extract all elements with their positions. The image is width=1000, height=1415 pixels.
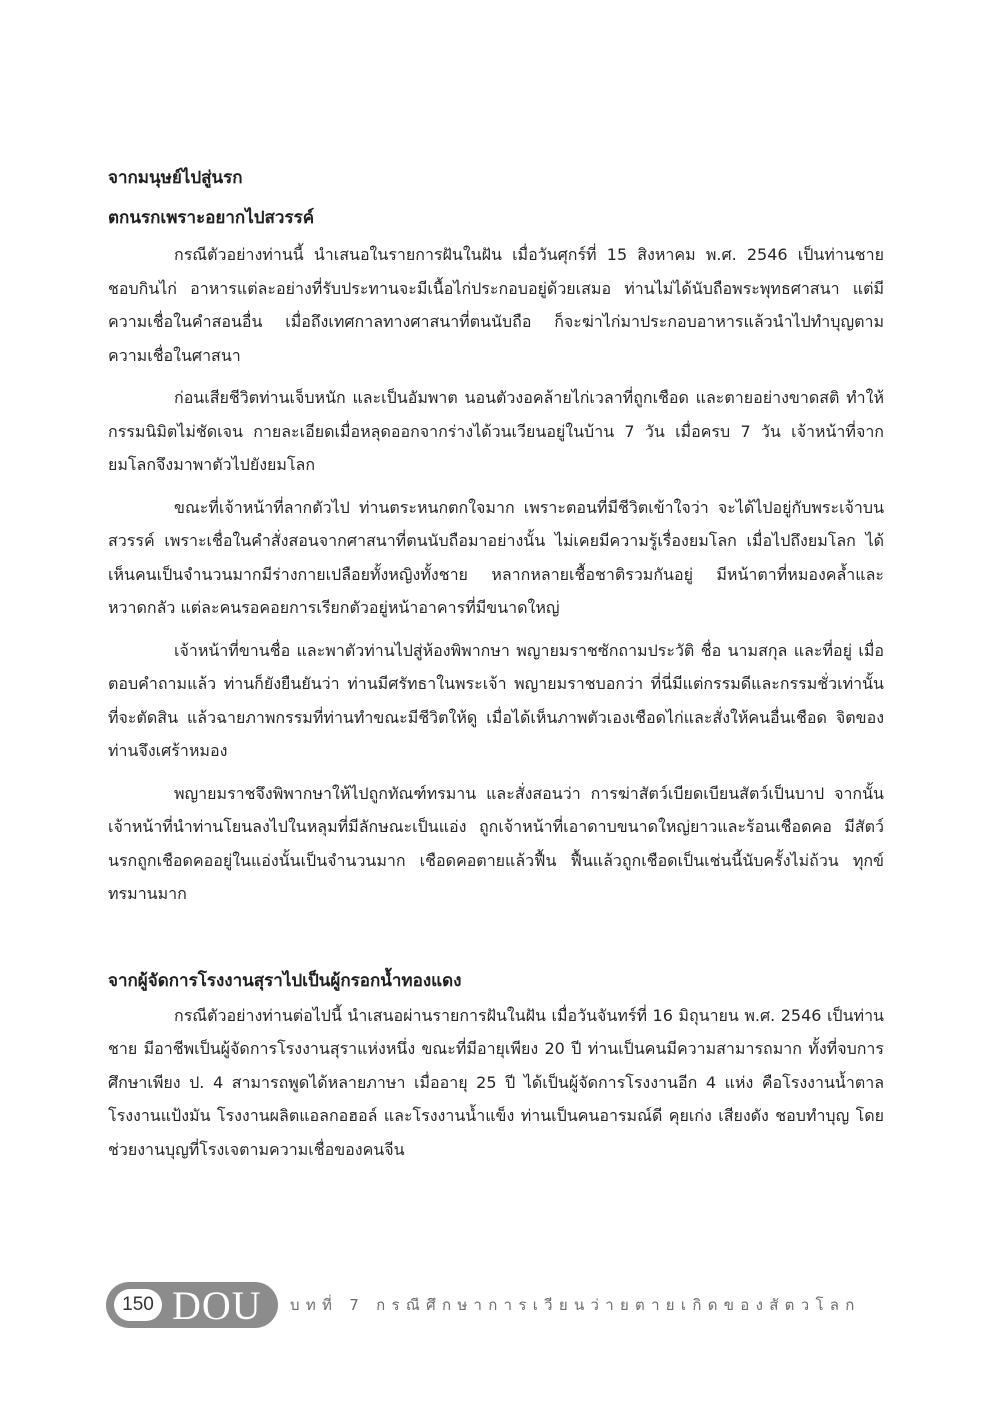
- page-content: [108, 160, 884, 1175]
- page-number: 150: [114, 1289, 162, 1321]
- paragraph-3: ขณะที่เจ้าหน้าที่ลากตัวไป ท่านตระหนกตกใจมาก เพราะตอนที่มีชีวิตเข้าใจว่า จะได้ไปอยู่กับพระเจ้าบนสวรรค์ เพราะเชื่อในคำสั่งสอนจากศาสนาที่ตนนับถือมาอย่างนั้น ไม่เคยมีความรู้เรื่องยมโลก เมื่อไปถึงยมโลก ได้เห็นคนเป็นจำนวนมากมีร่างกายเปลือยทั้งหญิงทั้งชาย หลากหลายเชื้อชาติรวมกันอยู่ มีหน้าตาที่หมองคล้ำและหวาดกลัว แต่ละคนรอคอยการเรียกตัวอยู่หน้าอาคารที่มีขนาดใหญ่: [108, 497, 884, 617]
- footer-badge: [106, 1282, 278, 1328]
- subheading: ตกนรกเพราะอยากไปสวรรค์: [108, 208, 315, 228]
- paragraph-1: กรณีตัวอย่างท่านนี้ นำเสนอในรายการฝันในฝัน เมื่อวันศุกร์ที่ 15 สิงหาคม พ.ศ. 2546 เป็นท่านชาย ชอบกินไก่ อาหารแต่ละอย่างที่รับประทานจะมีเนื้อไก่ประกอบอยู่ด้วยเสมอ ท่านไม่ได้นับถือพระพุทธศาสนา แต่มีความเชื่อในคำสอนอื่น เมื่อถึงเทศกาลทางศาสนาที่ตนนับถือ ก็จะฆ่าไก่มาประกอบอาหารแล้วนำไปทำบุญตามความเชื่อในศาสนา: [108, 245, 884, 365]
- paragraph-5: พญายมราชจึงพิพากษาให้ไปถูกทัณฑ์ทรมาน และสั่งสอนว่า การฆ่าสัตว์เบียดเบียนสัตว์เป็นบาป จากนั้นเจ้าหน้าที่นำท่านโยนลงไปในหลุมที่มีลักษณะเป็นแอ่ง ถูกเจ้าหน้าที่เอาดาบขนาดใหญ่ยาวและร้อนเชือดคอ มีสัตว์นรกถูกเชือดคออยู่ในแอ่งนั้นเป็นจำนวนมาก เชือดคอตายแล้วฟื้น ฟื้นแล้วถูกเชือดเป็นเช่นนี้นับครั้งไม่ถ้วน ทุกข์ทรมานมาก: [108, 783, 884, 903]
- section-2-heading: จากผู้จัดการโรงงานสุราไปเป็นผู้กรอกน้ำทองแดง: [108, 970, 462, 991]
- main-heading: จากมนุษย์ไปสู่นรก: [108, 168, 243, 188]
- paragraph-2: ก่อนเสียชีวิตท่านเจ็บหนัก และเป็นอัมพาต นอนตัวงอคล้ายไก่เวลาที่ถูกเชือด และตายอย่างขาดสติ ทำให้กรรมนิมิตไม่ชัดเจน กายละเอียดเมื่อหลุดออกจากร่างได้วนเวียนอยู่ในบ้าน 7 วัน เมื่อครบ 7 วัน เจ้าหน้าที่จากยมโลกจึงมาพาตัวไปยังยมโลก: [108, 388, 884, 474]
- page-footer: [106, 1280, 886, 1332]
- section-2-paragraph-1: กรณีตัวอย่างท่านต่อไปนี้ นำเสนอผ่านรายการฝันในฝัน เมื่อวันจันทร์ที่ 16 มิถุนายน พ.ศ. 2546 เป็นท่านชาย มีอาชีพเป็นผู้จัดการโรงงานสุราแห่งหนึ่ง ขณะที่มีอายุเพียง 20 ปี ท่านเป็นคนมีความสามารถมาก ทั้งที่จบการศึกษาเพียง ป. 4 สามารถพูดได้หลายภาษา เมื่ออายุ 25 ปี ได้เป็นผู้จัดการโรงงานอีก 4 แห่ง คือโรงงานน้ำตาล โรงงานแป้งมัน โรงงานผลิตแอลกอฮอล์ และโรงงานน้ำแข็ง ท่านเป็นคนอารมณ์ดี คุยเก่ง เสียงดัง ชอบทำบุญ โดยช่วยงานบุญที่โรงเจตามความเชื่อของคนจีน: [108, 1005, 885, 1159]
- brand-logo-text: DOU: [172, 1283, 262, 1328]
- paragraph-4: เจ้าหน้าที่ขานชื่อ และพาตัวท่านไปสู่ห้องพิพากษา พญายมราชซักถามประวัติ ชื่อ นามสกุล และที่อยู่ เมื่อตอบคำถามแล้ว ท่านก็ยังยืนยันว่า ท่านมีศรัทธาในพระเจ้า พญายมราชบอกว่า ที่นี่มีแต่กรรมดีและกรรมชั่วเท่านั้นที่จะตัดสิน แล้วฉายภาพกรรมที่ท่านทำขณะมีชีวิตให้ดู เมื่อได้เห็นภาพตัวเองเชือดไก่และสั่งให้คนอื่นเชือด จิตของท่านจึงเศร้าหมอง: [108, 640, 884, 760]
- chapter-title: บทที่ 7 กรณีศึกษาการเวียนว่ายตายเกิดของสัตวโลก: [290, 1296, 861, 1314]
